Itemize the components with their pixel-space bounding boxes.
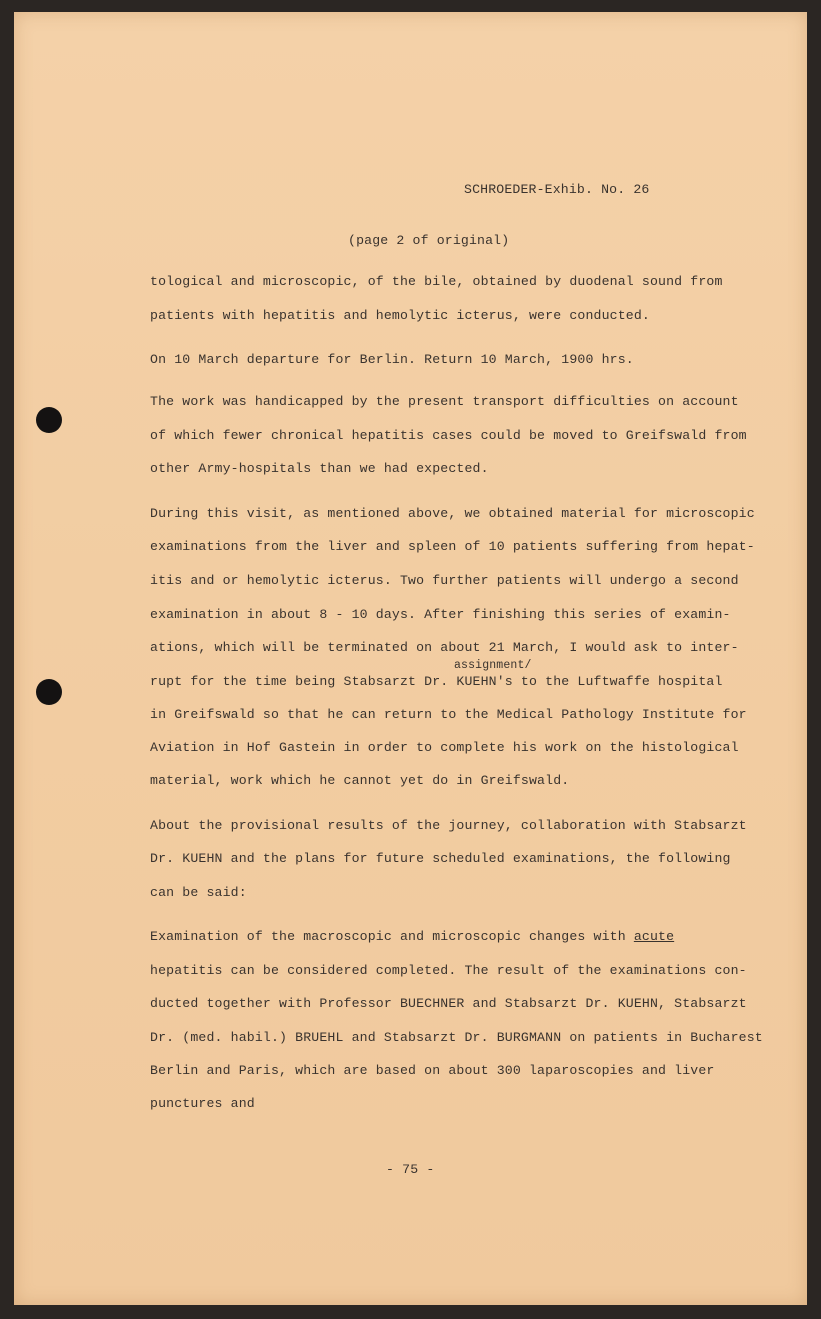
page-note: (page 2 of original) bbox=[348, 233, 510, 248]
text-line: Berlin and Paris, which are based on about 300 laparoscopies and liver bbox=[150, 1063, 715, 1078]
text-line: material, work which he cannot yet do in Greifswald. bbox=[150, 773, 570, 788]
text-line: ations, which will be terminated on about 21 March, I would ask to inter- bbox=[150, 640, 739, 655]
text-line: tological and microscopic, of the bile, obtained by duodenal sound from bbox=[150, 274, 723, 289]
text-line: On 10 March departure for Berlin. Return 10 March, 1900 hrs. bbox=[150, 352, 634, 367]
punch-hole-lower bbox=[36, 679, 62, 705]
text-line-with-underline bbox=[150, 929, 674, 944]
text-line: About the provisional results of the journey, collaboration with Stabsarzt bbox=[150, 818, 747, 833]
text-line: examination in about 8 - 10 days. After finishing this series of examin- bbox=[150, 607, 731, 622]
text-line: The work was handicapped by the present transport difficulties on account bbox=[150, 394, 739, 409]
text-line: Aviation in Hof Gastein in order to complete his work on the histological bbox=[150, 740, 739, 755]
underlined-word: acute bbox=[633, 929, 675, 944]
text-line: Dr. KUEHN and the plans for future scheduled examinations, the following bbox=[150, 851, 731, 866]
text-line: other Army-hospitals than we had expected. bbox=[150, 461, 489, 476]
punch-hole-upper bbox=[36, 407, 62, 433]
text-segment: Examination of the macroscopic and microscopic changes with bbox=[150, 929, 626, 944]
text-line: patients with hepatitis and hemolytic icterus, were conducted. bbox=[150, 308, 650, 323]
text-line: of which fewer chronical hepatitis cases could be moved to Greifswald from bbox=[150, 428, 747, 443]
text-line: punctures and bbox=[150, 1096, 255, 1111]
text-line: Dr. (med. habil.) BRUEHL and Stabsarzt Dr. BURGMANN on patients in Bucharest bbox=[150, 1030, 763, 1045]
text-line: During this visit, as mentioned above, we obtained material for microscopic bbox=[150, 506, 755, 521]
text-line: itis and or hemolytic icterus. Two further patients will undergo a second bbox=[150, 573, 739, 588]
text-line: rupt for the time being Stabsarzt Dr. KUEHN's to the Luftwaffe hospital bbox=[150, 674, 723, 689]
text-line: can be said: bbox=[150, 885, 247, 900]
text-line: hepatitis can be considered completed. The result of the examinations con- bbox=[150, 963, 747, 978]
text-line: examinations from the liver and spleen of 10 patients suffering from hepat- bbox=[150, 539, 755, 554]
interlinear-insert: assignment/ bbox=[454, 659, 532, 672]
page-number: - 75 - bbox=[386, 1162, 435, 1177]
text-line: in Greifswald so that he can return to the Medical Pathology Institute for bbox=[150, 707, 747, 722]
document-page bbox=[14, 12, 807, 1305]
exhibit-label: SCHROEDER-Exhib. No. 26 bbox=[464, 182, 650, 197]
text-line: ducted together with Professor BUECHNER and Stabsarzt Dr. KUEHN, Stabsarzt bbox=[150, 996, 747, 1011]
